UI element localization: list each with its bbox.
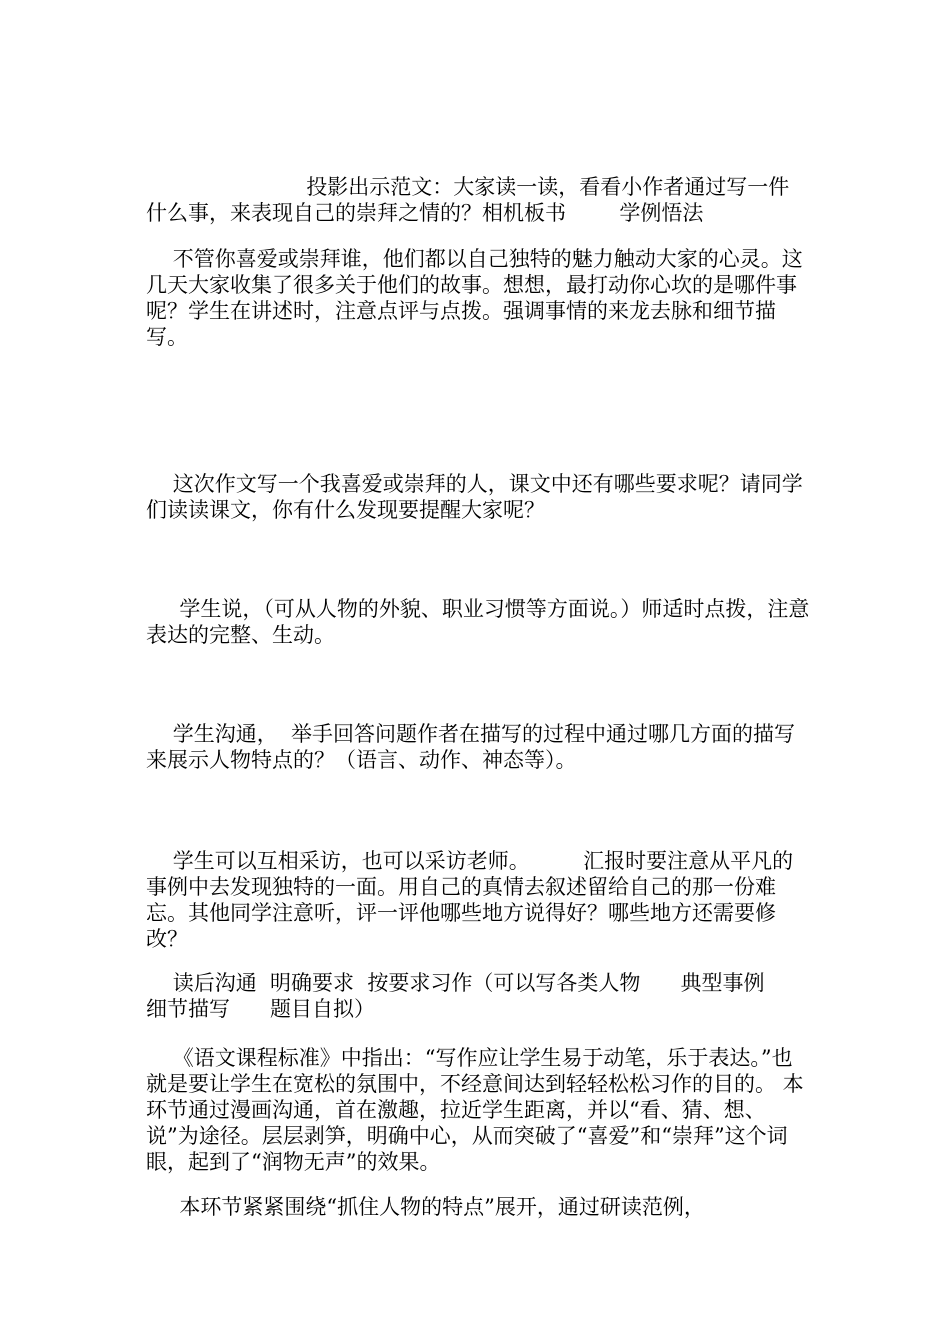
- paragraph-student-communication: 学生沟通， 举手回答问题作者在描写的过程中通过哪几方面的描写来展示人物特点的？（语言、动作、神态等）。: [146, 722, 796, 772]
- paragraph-admired-person-stories: 不管你喜爱或崇拜谁，他们都以自己独特的魅力触动大家的心灵。这几天大家收集了很多关于他们的故事。想想，最打动你心坎的是哪件事呢？学生在讲述时，注意点评与点拨。强调事情的来龙去脉和细节描写。: [146, 247, 803, 349]
- paragraph-example-essay: 投影出示范文：大家读一读，看看小作者通过写一件什么事，来表现自己的崇拜之情的？相机板书 学例悟法: [146, 175, 790, 225]
- paragraph-after-reading: 读后沟通 明确要求 按要求习作（可以写各类人物 典型事例 细节描写 题目自拟）: [146, 971, 805, 1021]
- paragraph-curriculum-standard: 《语文课程标准》中指出：“写作应让学生易于动笔，乐于表达。”也就是要让学生在宽松的氛围中，不经意间达到轻轻松松习作的目的。 本环节通过漫画沟通，首在激趣，拉近学生距离，并以“看、猜、想、说”为途径。层层剥笋，明确中心，从而突破了“喜爱”和“崇拜”这个词眼，起到了“润物无声”的效果。: [146, 1046, 804, 1174]
- paragraph-writing-requirements: 这次作文写一个我喜爱或崇拜的人，课文中还有哪些要求呢？请同学们读读课文，你有什么发现要提醒大家呢？: [146, 472, 803, 522]
- paragraph-interviews: 学生可以互相采访，也可以采访老师。 汇报时要注意从平凡的事例中去发现独特的一面。用自己的真情去叙述留给自己的那一份难忘。其他同学注意听，评一评他哪些地方说得好？哪些地方还需要修改？: [146, 849, 794, 951]
- paragraph-students-speak: 学生说，（可从人物的外貌、职业习惯等方面说。）师适时点拨，注意表达的完整、生动。: [146, 597, 810, 647]
- paragraph-section-focus: 本环节紧紧围绕“抓住人物的特点”展开，通过研读范例，: [146, 1195, 705, 1219]
